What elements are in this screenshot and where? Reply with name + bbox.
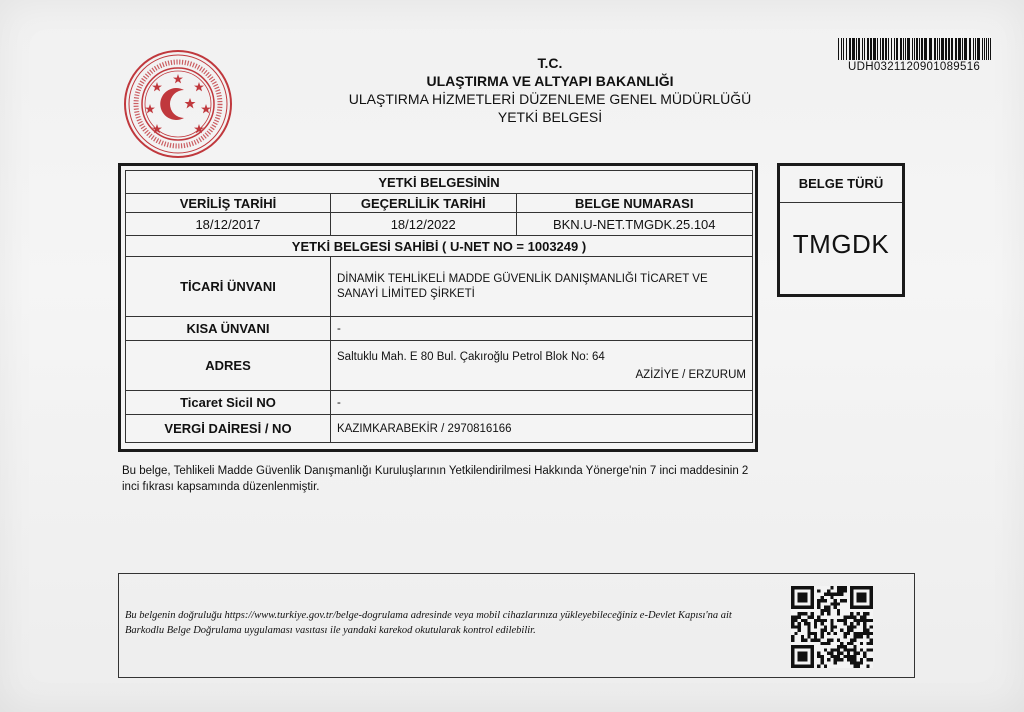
trade-name-value: [331, 257, 753, 317]
barcode-icon: [838, 38, 994, 60]
address-value: [331, 341, 753, 391]
column-header: VERİLİŞ TARİHİ: [126, 194, 331, 213]
row-label-trade-registry: Ticaret Sicil NO: [126, 391, 331, 415]
department-name: ULAŞTIRMA HİZMETLERİ DÜZENLEME GENEL MÜDÜRLÜĞÜ: [348, 91, 752, 107]
section-title: YETKİ BELGESİNİN: [126, 171, 753, 194]
holder-title: YETKİ BELGESİ SAHİBİ ( U-NET NO = 1003249 ): [126, 236, 753, 257]
document-title: YETKİ BELGESİ: [497, 109, 603, 125]
short-name-value: -: [331, 317, 753, 341]
row-label-short-name: KISA ÜNVANI: [126, 317, 331, 341]
republic-seal-icon: [122, 48, 234, 160]
certificate-type-value: TMGDK: [792, 229, 890, 259]
verification-box: [118, 573, 915, 678]
row-label-address: ADRES: [126, 341, 331, 391]
certificate-box: [118, 163, 758, 452]
address-line: Saltuklu Mah. E 80 Bul. Çakıroğlu Petrol Blok No: 64: [337, 350, 605, 363]
tax-office-value: KAZIMKARABEKİR / 2970816166: [331, 415, 753, 443]
issue-date: 18/12/2017: [126, 213, 331, 236]
certificate-type-label: BELGE TÜRÜ: [780, 166, 902, 203]
row-label-trade-name: TİCARİ ÜNVANI: [126, 257, 331, 317]
column-header: BELGE NUMARASI: [516, 194, 753, 213]
country-label: T.C.: [537, 55, 563, 71]
address-city: AZİZİYE / ERZURUM: [635, 368, 746, 381]
verification-note: Bu belgenin doğruluğu https://www.turkiye.gov.tr/belge-dogrulama adresinde veya mobil cihazlarınıza yükleyebileceğiniz e-Devlet Kapısı'na ait Barkodlu Belge Doğrulama uygulaması vasıtası ile yandaki karekod okutularak kontrol edilebilir.: [125, 610, 732, 636]
legal-note: Bu belge, Tehlikeli Madde Güvenlik Danışmanlığı Kuruluşlarının Yetkilendirilmesi Hakkında Yönerge'nin 7 inci maddesinin 2 inci fıkrası kapsamında düzenlenmiştir.: [122, 465, 749, 493]
trade-registry-value: -: [331, 391, 753, 415]
barcode-number: UDH0321120901089516: [848, 61, 981, 73]
certificate-table: [125, 170, 753, 443]
trade-name-text: DİNAMİK TEHLİKELİ MADDE GÜVENLİK DANIŞMANLIĞI TİCARET VE SANAYİ LİMİTED ŞİRKETİ: [337, 272, 708, 300]
qr-code-icon[interactable]: [791, 586, 873, 668]
document-header: [300, 54, 800, 126]
row-label-tax-office: VERGİ DAİRESİ / NO: [126, 415, 331, 443]
validity-date: 18/12/2022: [331, 213, 517, 236]
ministry-name: ULAŞTIRMA VE ALTYAPI BAKANLIĞI: [426, 73, 674, 89]
certificate-type-box: [777, 163, 905, 297]
column-header: GEÇERLİLİK TARİHİ: [331, 194, 517, 213]
certificate-number: BKN.U-NET.TMGDK.25.104: [516, 213, 753, 236]
